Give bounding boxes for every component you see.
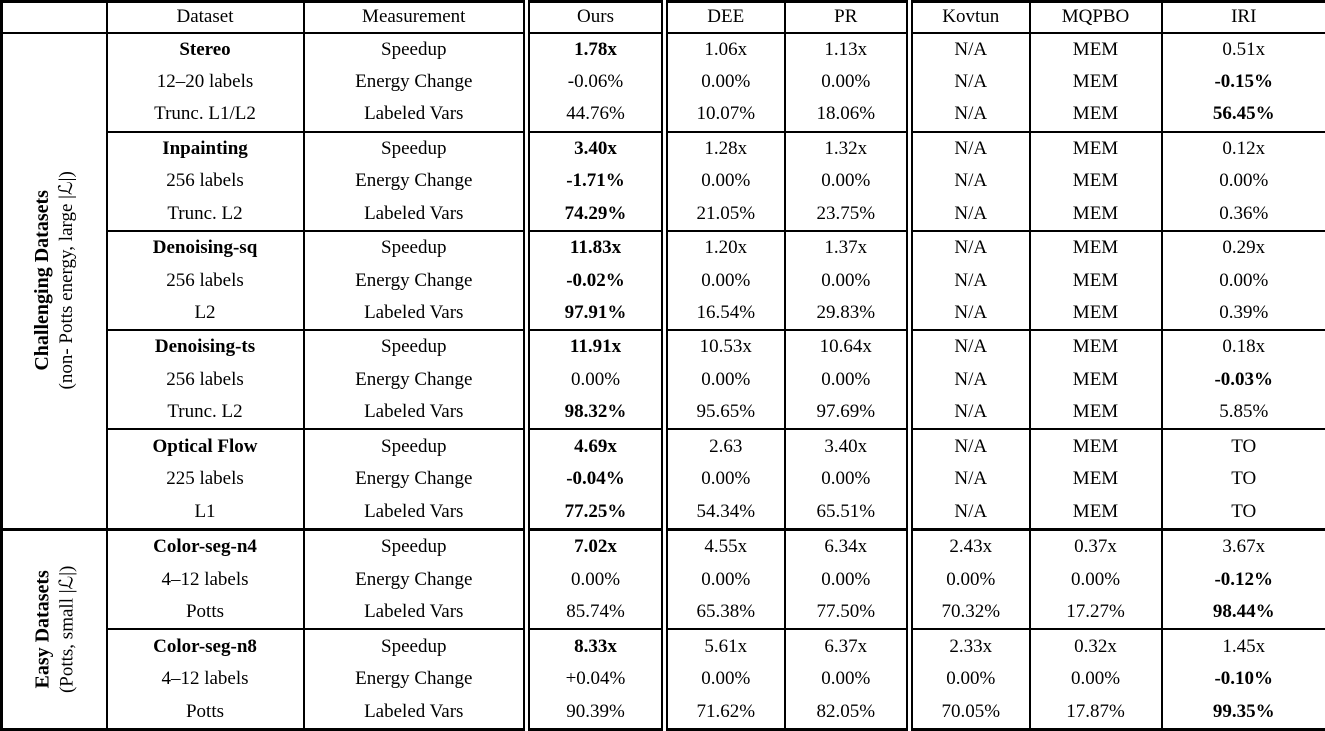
dataset-energy: L2 [107, 297, 304, 331]
value-cell: N/A [910, 429, 1030, 463]
dataset-energy: L1 [107, 495, 304, 529]
value-cell: N/A [910, 33, 1030, 67]
measurement-label: Labeled Vars [304, 495, 527, 529]
value-cell: MEM [1030, 132, 1162, 166]
value-cell: -0.03% [1162, 364, 1325, 396]
table-row [2, 396, 1325, 430]
value-cell: MEM [1030, 231, 1162, 265]
measurement-label: Energy Change [304, 463, 527, 495]
value-cell: 70.05% [910, 695, 1030, 729]
table-row [2, 529, 1325, 563]
dataset-name: Color-seg-n4 [107, 529, 304, 563]
value-cell: 8.33x [527, 629, 665, 663]
col-header-dataset: Dataset [107, 2, 304, 33]
section-subtitle: (non- Potts energy, large |ℒ|) [55, 171, 77, 390]
value-cell: 0.00% [1030, 663, 1162, 695]
value-cell: 10.53x [665, 330, 785, 364]
value-cell: 0.00% [665, 663, 785, 695]
value-cell: 71.62% [665, 695, 785, 729]
measurement-label: Speedup [304, 132, 527, 166]
measurement-label: Speedup [304, 33, 527, 67]
table-row [2, 695, 1325, 729]
value-cell: 5.61x [665, 629, 785, 663]
value-cell: 17.27% [1030, 596, 1162, 630]
value-cell: 1.45x [1162, 629, 1325, 663]
value-cell: N/A [910, 330, 1030, 364]
col-header-mqpbo: MQPBO [1030, 2, 1162, 33]
value-cell: 98.32% [527, 396, 665, 430]
value-cell: MEM [1030, 197, 1162, 231]
value-cell: 44.76% [527, 98, 665, 132]
value-cell: 11.83x [527, 231, 665, 265]
value-cell: 4.69x [527, 429, 665, 463]
value-cell: 21.05% [665, 197, 785, 231]
value-cell: -0.02% [527, 265, 665, 297]
value-cell: 0.00% [785, 564, 910, 596]
value-cell: -0.15% [1162, 66, 1325, 98]
section-label-easy [2, 529, 107, 729]
value-cell: 2.43x [910, 529, 1030, 563]
measurement-label: Energy Change [304, 265, 527, 297]
value-cell: 70.32% [910, 596, 1030, 630]
section-label-wrap [3, 34, 106, 528]
value-cell: N/A [910, 364, 1030, 396]
value-cell: 82.05% [785, 695, 910, 729]
table-row [2, 66, 1325, 98]
value-cell: 0.39% [1162, 297, 1325, 331]
table-row [2, 429, 1325, 463]
dataset-energy: Potts [107, 695, 304, 729]
value-cell: 0.00% [665, 364, 785, 396]
table-row [2, 663, 1325, 695]
dataset-name: Stereo [107, 33, 304, 67]
value-cell: 0.00% [1030, 564, 1162, 596]
value-cell: MEM [1030, 330, 1162, 364]
measurement-label: Labeled Vars [304, 396, 527, 430]
value-cell: 0.00% [910, 564, 1030, 596]
value-cell: 0.00% [665, 463, 785, 495]
value-cell: 3.40x [785, 429, 910, 463]
value-cell: 0.00% [665, 564, 785, 596]
value-cell: 0.00% [910, 663, 1030, 695]
header-row [2, 2, 1325, 33]
value-cell: 0.00% [665, 265, 785, 297]
section-label-challenging [2, 33, 107, 530]
measurement-label: Labeled Vars [304, 297, 527, 331]
value-cell: 17.87% [1030, 695, 1162, 729]
value-cell: 95.65% [665, 396, 785, 430]
value-cell: 23.75% [785, 197, 910, 231]
dataset-energy: Trunc. L2 [107, 197, 304, 231]
dataset-labels: 4–12 labels [107, 564, 304, 596]
value-cell: MEM [1030, 364, 1162, 396]
value-cell: 0.29x [1162, 231, 1325, 265]
measurement-label: Energy Change [304, 663, 527, 695]
value-cell: 0.32x [1030, 629, 1162, 663]
dataset-name: Denoising-ts [107, 330, 304, 364]
table-row [2, 297, 1325, 331]
table-row [2, 629, 1325, 663]
value-cell: 99.35% [1162, 695, 1325, 729]
value-cell: 3.40x [527, 132, 665, 166]
measurement-label: Energy Change [304, 165, 527, 197]
table-row [2, 165, 1325, 197]
dataset-labels: 4–12 labels [107, 663, 304, 695]
value-cell: 56.45% [1162, 98, 1325, 132]
value-cell: 2.33x [910, 629, 1030, 663]
value-cell: -0.10% [1162, 663, 1325, 695]
value-cell: 0.00% [785, 265, 910, 297]
dataset-labels: 12–20 labels [107, 66, 304, 98]
value-cell: 10.07% [665, 98, 785, 132]
table-row [2, 564, 1325, 596]
value-cell: MEM [1030, 297, 1162, 331]
col-header-ours: Ours [527, 2, 665, 33]
value-cell: N/A [910, 66, 1030, 98]
measurement-label: Labeled Vars [304, 695, 527, 729]
table-row [2, 596, 1325, 630]
value-cell: 6.37x [785, 629, 910, 663]
value-cell: 77.25% [527, 495, 665, 529]
table-row [2, 265, 1325, 297]
value-cell: 0.00% [527, 564, 665, 596]
value-cell: MEM [1030, 463, 1162, 495]
value-cell: TO [1162, 429, 1325, 463]
dataset-energy: Trunc. L2 [107, 396, 304, 430]
measurement-label: Labeled Vars [304, 98, 527, 132]
measurement-label: Speedup [304, 330, 527, 364]
dataset-name: Optical Flow [107, 429, 304, 463]
dataset-name: Denoising-sq [107, 231, 304, 265]
value-cell: 0.00% [785, 165, 910, 197]
col-header-pr: PR [785, 2, 910, 33]
value-cell: N/A [910, 98, 1030, 132]
value-cell: 1.37x [785, 231, 910, 265]
value-cell: 0.00% [785, 463, 910, 495]
table-row [2, 33, 1325, 67]
value-cell: 6.34x [785, 529, 910, 563]
dataset-energy: Trunc. L1/L2 [107, 98, 304, 132]
value-cell: 4.55x [665, 529, 785, 563]
value-cell: MEM [1030, 66, 1162, 98]
value-cell: 65.38% [665, 596, 785, 630]
value-cell: N/A [910, 231, 1030, 265]
value-cell: MEM [1030, 265, 1162, 297]
value-cell: 0.36% [1162, 197, 1325, 231]
table-row [2, 231, 1325, 265]
value-cell: N/A [910, 197, 1030, 231]
measurement-label: Speedup [304, 629, 527, 663]
value-cell: 65.51% [785, 495, 910, 529]
value-cell: 3.67x [1162, 529, 1325, 563]
value-cell: 54.34% [665, 495, 785, 529]
value-cell: MEM [1030, 429, 1162, 463]
measurement-label: Energy Change [304, 564, 527, 596]
value-cell: -1.71% [527, 165, 665, 197]
value-cell: N/A [910, 396, 1030, 430]
dataset-energy: Potts [107, 596, 304, 630]
value-cell: 0.18x [1162, 330, 1325, 364]
value-cell: 29.83% [785, 297, 910, 331]
value-cell: 0.00% [665, 165, 785, 197]
value-cell: 0.00% [527, 364, 665, 396]
value-cell: 10.64x [785, 330, 910, 364]
value-cell: 0.00% [785, 663, 910, 695]
value-cell: 77.50% [785, 596, 910, 630]
value-cell: 11.91x [527, 330, 665, 364]
value-cell: 1.28x [665, 132, 785, 166]
value-cell: 0.00% [665, 66, 785, 98]
table-row [2, 364, 1325, 396]
value-cell: MEM [1030, 33, 1162, 67]
value-cell: 0.12x [1162, 132, 1325, 166]
value-cell: 0.51x [1162, 33, 1325, 67]
measurement-label: Speedup [304, 529, 527, 563]
corner-cell [2, 2, 107, 33]
table-row [2, 197, 1325, 231]
value-cell: 98.44% [1162, 596, 1325, 630]
table-row [2, 132, 1325, 166]
value-cell: -0.06% [527, 66, 665, 98]
value-cell: 1.13x [785, 33, 910, 67]
dataset-labels: 225 labels [107, 463, 304, 495]
value-cell: TO [1162, 495, 1325, 529]
value-cell: MEM [1030, 495, 1162, 529]
dataset-name: Inpainting [107, 132, 304, 166]
value-cell: 97.69% [785, 396, 910, 430]
value-cell: N/A [910, 463, 1030, 495]
col-header-measurement: Measurement [304, 2, 527, 33]
col-header-dee: DEE [665, 2, 785, 33]
measurement-label: Energy Change [304, 364, 527, 396]
value-cell: 0.00% [1162, 265, 1325, 297]
section-label-wrap [3, 531, 106, 728]
value-cell: N/A [910, 297, 1030, 331]
value-cell: TO [1162, 463, 1325, 495]
col-header-kovtun: Kovtun [910, 2, 1030, 33]
value-cell: MEM [1030, 396, 1162, 430]
value-cell: 1.20x [665, 231, 785, 265]
measurement-label: Speedup [304, 231, 527, 265]
value-cell: 18.06% [785, 98, 910, 132]
table-row [2, 98, 1325, 132]
value-cell: 0.00% [1162, 165, 1325, 197]
value-cell: 1.06x [665, 33, 785, 67]
value-cell: MEM [1030, 98, 1162, 132]
dataset-name: Color-seg-n8 [107, 629, 304, 663]
value-cell: 2.63 [665, 429, 785, 463]
measurement-label: Labeled Vars [304, 596, 527, 630]
value-cell: 5.85% [1162, 396, 1325, 430]
section-subtitle: (Potts, small |ℒ|) [55, 565, 77, 694]
value-cell: N/A [910, 132, 1030, 166]
measurement-label: Speedup [304, 429, 527, 463]
value-cell: 0.00% [785, 66, 910, 98]
dataset-labels: 256 labels [107, 265, 304, 297]
col-header-iri: IRI [1162, 2, 1325, 33]
value-cell: +0.04% [527, 663, 665, 695]
measurement-label: Labeled Vars [304, 197, 527, 231]
value-cell: N/A [910, 165, 1030, 197]
table-row [2, 495, 1325, 529]
value-cell: 90.39% [527, 695, 665, 729]
value-cell: MEM [1030, 165, 1162, 197]
value-cell: 85.74% [527, 596, 665, 630]
section-title: Easy Datasets [30, 570, 53, 689]
value-cell: 0.37x [1030, 529, 1162, 563]
table-row [2, 330, 1325, 364]
table-row [2, 463, 1325, 495]
value-cell: N/A [910, 265, 1030, 297]
value-cell: 7.02x [527, 529, 665, 563]
value-cell: -0.04% [527, 463, 665, 495]
value-cell: 0.00% [785, 364, 910, 396]
dataset-labels: 256 labels [107, 165, 304, 197]
value-cell: N/A [910, 495, 1030, 529]
value-cell: 74.29% [527, 197, 665, 231]
section-title: Challenging Datasets [30, 190, 53, 371]
value-cell: 1.78x [527, 33, 665, 67]
measurement-label: Energy Change [304, 66, 527, 98]
dataset-labels: 256 labels [107, 364, 304, 396]
value-cell: 16.54% [665, 297, 785, 331]
value-cell: 97.91% [527, 297, 665, 331]
value-cell: 1.32x [785, 132, 910, 166]
value-cell: -0.12% [1162, 564, 1325, 596]
